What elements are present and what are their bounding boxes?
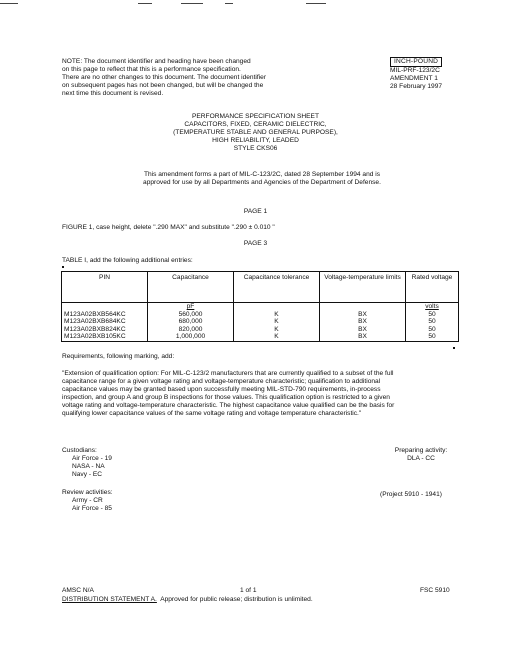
note-line: There are no other changes to this document. The document identifier (62, 73, 267, 81)
preparing-value: DLA - CC (407, 454, 435, 462)
cell-capacitance: 1,000,000 (148, 333, 234, 341)
fsc-code: FSC 5910 (420, 587, 450, 594)
page1-heading: PAGE 1 (243, 208, 268, 215)
cell-capacitance: 820,000 (148, 326, 234, 334)
paragraph-line: qualifying lower capacitance values of the same voltage rating and voltage temperature characteristic." (62, 409, 362, 417)
document-header (390, 57, 480, 91)
title-line: (TEMPERATURE STABLE AND GENERAL PURPOSE), (173, 128, 338, 136)
page-number: 1 of 1 (240, 587, 257, 594)
note-line: on this page to reflect that this is a performance specification. (62, 65, 241, 73)
table-row (62, 326, 459, 334)
distribution-text: Approved for public release; distribution is unlimited. (156, 596, 313, 603)
col-header-capacitance: Capacitance (148, 272, 234, 303)
cell-tolerance: K (234, 311, 320, 319)
title-line: STYLE CKS06 (233, 144, 278, 152)
cell-pin: M123A02BXB824KC (62, 326, 148, 334)
document-identifier: MIL-PRF-123/2C (390, 67, 440, 74)
amendment-statement (62, 171, 462, 187)
note-line: next time this document is revised. (62, 89, 164, 97)
review-label: Review activities: (62, 489, 113, 496)
custodians-label: Custodians: (62, 447, 97, 454)
change-mark (453, 347, 455, 349)
project-number: (Project 5910 - 1941) (380, 491, 442, 498)
requirements-intro: Requirements, following marking, add: (62, 353, 175, 360)
document-title (100, 113, 411, 153)
cell-pin: M123A02BXB105KC (62, 333, 148, 341)
cell-vt-limits: BX (320, 326, 406, 334)
change-note (62, 58, 362, 98)
review-activities-block (62, 489, 113, 513)
amendment-number: AMENDMENT 1 (390, 74, 438, 82)
cell-vt-limits: BX (320, 311, 406, 319)
note-line: on subsequent pages has not been changed, but will be changed the (62, 81, 264, 89)
preparing-activity (376, 447, 466, 463)
cell-tolerance: K (234, 318, 320, 326)
cell-pin: M123A02BXB564KC (62, 311, 148, 319)
cell-rated-voltage: 50 (406, 326, 459, 334)
cell-pin: M123A02BXB684KC (62, 318, 148, 326)
note-line: NOTE: The document identifier and heading have been changed (62, 58, 251, 65)
cell-capacitance: 680,000 (148, 318, 234, 326)
custodian-item: Navy - EC (72, 470, 103, 478)
table-i-entries (61, 271, 459, 342)
review-item: Army - CR (72, 496, 103, 504)
title-line: HIGH RELIABILITY, LEADED (212, 136, 299, 144)
cell-capacitance: 560,000 (148, 311, 234, 319)
cell-rated-voltage: 50 (406, 311, 459, 319)
cell-rated-voltage: 50 (406, 318, 459, 326)
amsc-code: AMSC N/A (62, 587, 94, 594)
review-item: Air Force - 85 (72, 504, 112, 512)
table-row (62, 311, 459, 319)
units-row (62, 303, 459, 311)
table-row (62, 318, 459, 326)
unit-pf: pF (186, 303, 195, 310)
custodian-item: NASA - NA (72, 462, 105, 470)
distribution-statement (62, 596, 313, 604)
inch-pound-box: INCH-POUND (390, 57, 442, 67)
amendment-line: approved for use by all Departments and Agencies of the Department of Defense. (143, 178, 381, 186)
table-intro: TABLE I, add the following additional entries: (62, 257, 193, 264)
col-header-rated-voltage: Rated voltage (406, 272, 459, 303)
cell-tolerance: K (234, 326, 320, 334)
title-line: CAPACITORS, FIXED, CERAMIC DIELECTRIC, (184, 120, 327, 128)
title-line: PERFORMANCE SPECIFICATION SHEET (191, 113, 319, 120)
custodian-item: Air Force - 19 (72, 454, 112, 462)
unit-volts: volts (425, 303, 439, 310)
paragraph-line: voltage rating and voltage-temperature characteristic. The highest capacitance value qualified can be the basis for (62, 401, 395, 409)
cell-rated-voltage: 50 (406, 333, 459, 341)
qualification-option-paragraph (62, 370, 472, 417)
change-mark (62, 266, 64, 268)
paragraph-line: capacitance values may be granted based upon successfully meeting MIL-STD-790 requirements, in-process (62, 385, 381, 393)
col-header-tolerance: Capacitance tolerance (234, 272, 320, 303)
figure1-change: FIGURE 1, case height, delete ".290 MAX" and substitute ".290 ± 0.010 " (62, 224, 275, 231)
col-header-pin: PIN (62, 272, 148, 303)
preparing-label: Preparing activity: (394, 447, 448, 454)
amendment-date: 28 February 1997 (390, 82, 443, 90)
cell-tolerance: K (234, 333, 320, 341)
custodians-block (62, 447, 112, 479)
page3-heading: PAGE 3 (243, 240, 268, 247)
col-header-voltage-temp: Voltage-temperature limits (320, 272, 406, 303)
paragraph-line: "Extension of qualification option: For MIL-C-123/2 manufacturers that are currently qualified to a subset of the full (62, 370, 394, 377)
distribution-label: DISTRIBUTION STATEMENT A. (62, 596, 157, 603)
cell-vt-limits: BX (320, 318, 406, 326)
paragraph-line: inspection, and group A and group B inspections for those values. This qualification option is restricted to a given (62, 393, 390, 401)
cell-vt-limits: BX (320, 333, 406, 341)
paragraph-line: capacitance range for a given voltage rating and voltage-temperature characteristic; qualification to additional (62, 377, 381, 385)
table-row (62, 333, 459, 341)
amendment-line: This amendment forms a part of MIL-C-123/2C, dated 28 September 1994 and is (143, 171, 381, 178)
